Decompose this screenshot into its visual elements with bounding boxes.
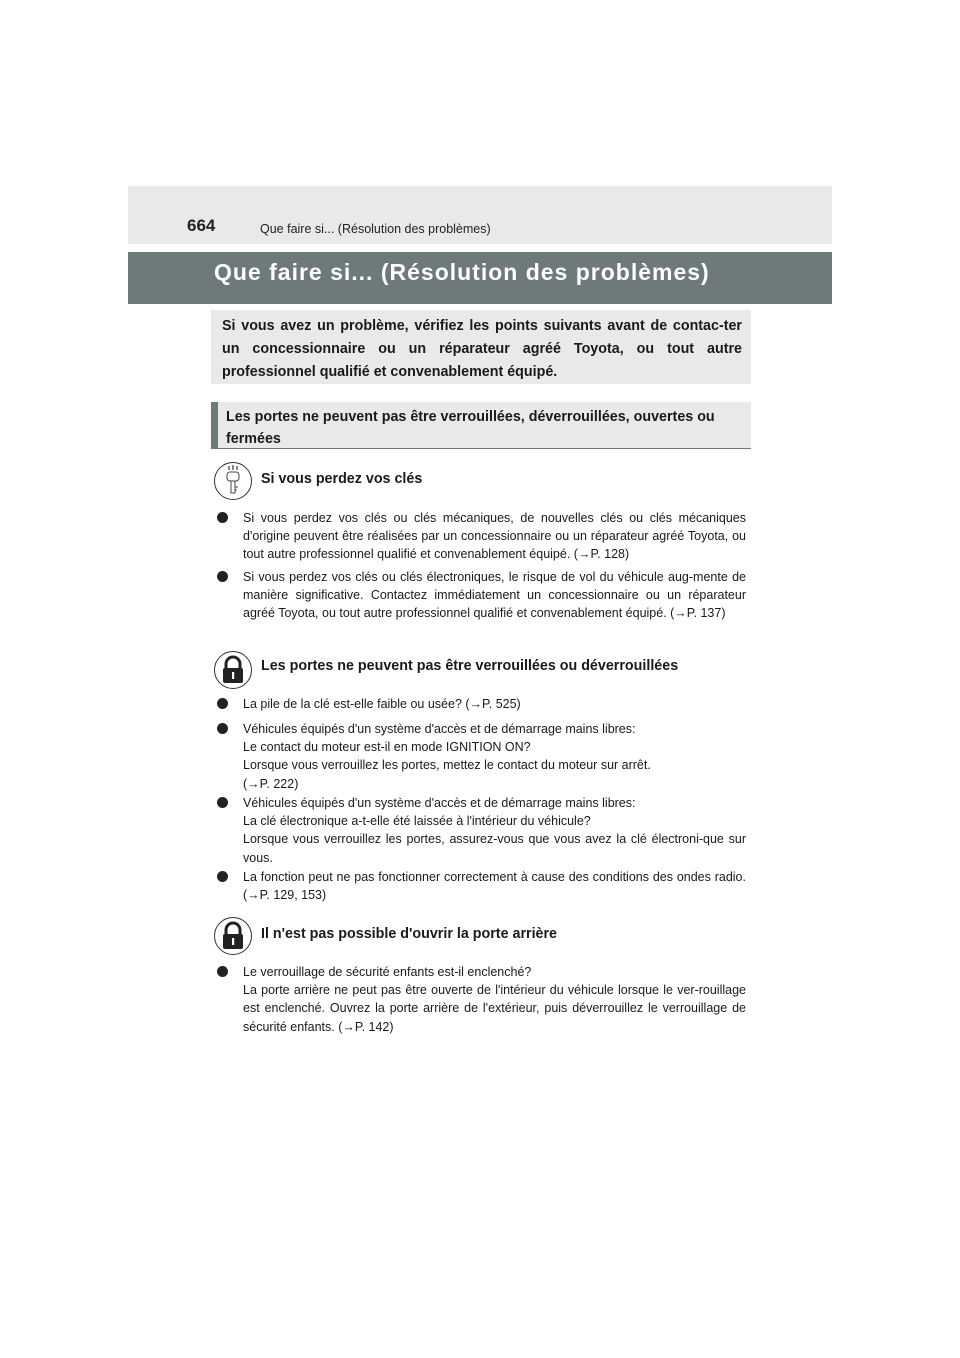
subsection-heading-rear-door: Il n'est pas possible d'ouvrir la porte arrière xyxy=(261,926,558,942)
subsection-heading-lost-keys: Si vous perdez vos clés xyxy=(261,471,423,487)
running-head: Que faire si... (Résolution des problèmes) xyxy=(260,222,491,236)
bullet-icon xyxy=(217,797,228,808)
padlock-icon xyxy=(214,917,252,955)
list-item: Si vous perdez vos clés ou clés mécaniques, de nouvelles clés ou clés mécaniques d'origine peuvent être réalisées par un concessionnaire ou un réparateur agréé Toyota, ou tout autre professionnel qualifié et convenablement équipé. (→P. 128) xyxy=(243,509,746,564)
subsection-heading-locking: Les portes ne peuvent pas être verrouillées ou déverrouillées xyxy=(261,658,679,674)
padlock-icon xyxy=(214,651,252,689)
bullet-icon xyxy=(217,723,228,734)
bullet-icon xyxy=(217,698,228,709)
list-item: La pile de la clé est-elle faible ou usée? (→P. 525) xyxy=(243,695,746,713)
list-item: Le verrouillage de sécurité enfants est-il enclenché? La porte arrière ne peut pas être ouverte de l'intérieur du véhicule lorsque le ver-rouillage est enclenché. Ouvrez la porte arrière de l'extérieur, puis déverrouillez le verrouillage de sécurité enfants. (→P. 142) xyxy=(243,963,746,1036)
bullet-icon xyxy=(217,966,228,977)
bullet-icon xyxy=(217,571,228,582)
bullet-icon xyxy=(217,512,228,523)
list-item: La fonction peut ne pas fonctionner correctement à cause des conditions des ondes radio. (→P. 129, 153) xyxy=(243,868,746,904)
key-icon xyxy=(214,462,252,500)
page-number: 664 xyxy=(187,216,216,235)
list-item: Véhicules équipés d'un système d'accès et de démarrage mains libres: La clé électronique a-t-elle été laissée à l'intérieur du véhicule? Lorsque vous verrouillez les portes, assurez-vous que vous avez la clé électroni-que sur vous. xyxy=(243,794,746,867)
page-title: Que faire si... (Résolution des problèmes) xyxy=(214,259,710,285)
section-heading: Les portes ne peuvent pas être verrouillées, déverrouillées, ouvertes ou fermées xyxy=(211,402,751,449)
list-item: Véhicules équipés d'un système d'accès et de démarrage mains libres: Le contact du moteur est-il en mode IGNITION ON? Lorsque vous verrouillez les portes, mettez le contact du moteur sur arrêt. (→P. 222) xyxy=(243,720,746,793)
intro-box: Si vous avez un problème, vérifiez les points suivants avant de contac-ter un concessionnaire ou un réparateur agréé Toyota, ou tout autre professionnel qualifié et convenablement équipé. xyxy=(211,310,751,384)
list-item: Si vous perdez vos clés ou clés électroniques, le risque de vol du véhicule aug-mente de manière significative. Contactez immédiatement un concessionnaire ou un réparateur agréé Toyota, ou tout autre professionnel qualifié et convenablement équipé. (→P. 137) xyxy=(243,568,746,623)
bullet-icon xyxy=(217,871,228,882)
